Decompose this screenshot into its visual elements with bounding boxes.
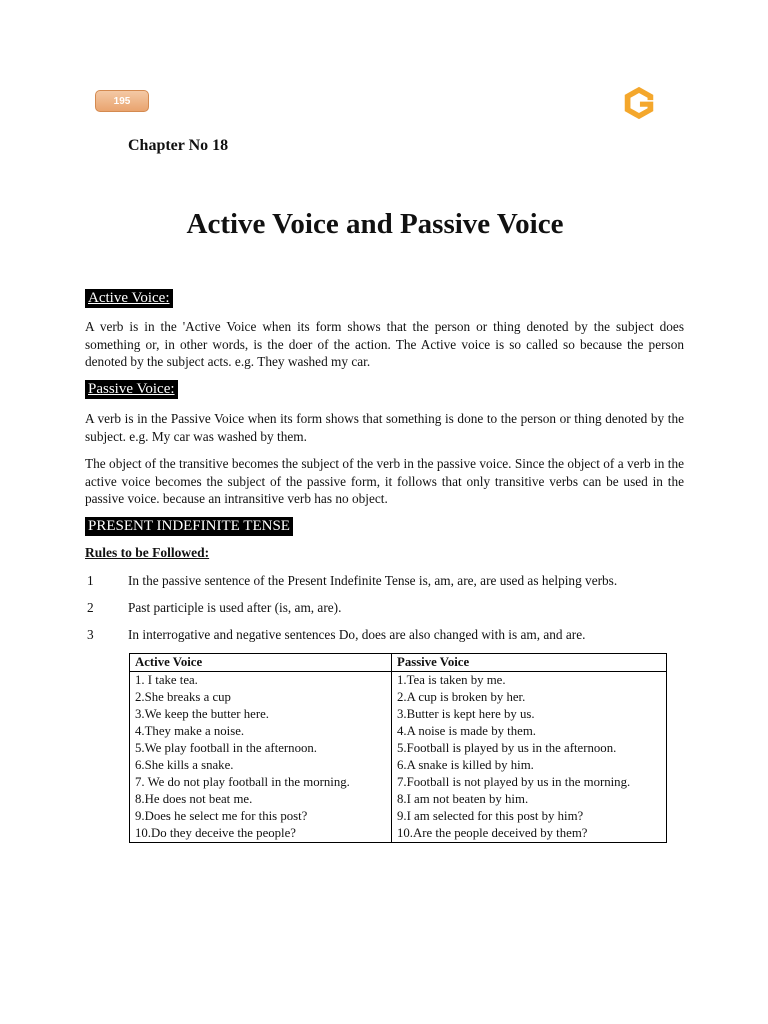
active-cell: 1. I take tea. xyxy=(130,672,392,690)
present-indefinite-heading: PRESENT INDEFINITE TENSE xyxy=(85,517,293,536)
transitive-paragraph: The object of the transitive becomes the subject of the verb in the passive voice. Since the object of a verb in the active voice becomes the subject of the passive form, it follows that only transitive verbs can be used in the passive voice. because an intransitive verb has no object. xyxy=(85,456,684,506)
passive-cell: 6.A snake is killed by him. xyxy=(392,757,667,774)
active-cell: 3.We keep the butter here. xyxy=(130,706,392,723)
passive-cell: 2.A cup is broken by her. xyxy=(392,689,667,706)
table-header-row xyxy=(130,654,667,672)
column-header-active: Active Voice xyxy=(130,654,392,672)
passive-cell: 9.I am selected for this post by him? xyxy=(392,808,667,825)
column-header-passive: Passive Voice xyxy=(392,654,667,672)
rule-text: In interrogative and negative sentences Do, does are also changed with is am, and are. xyxy=(128,627,586,642)
table-row xyxy=(130,672,667,690)
table-row xyxy=(130,808,667,825)
table-row xyxy=(130,757,667,774)
passive-cell: 4.A noise is made by them. xyxy=(392,723,667,740)
chapter-label: Chapter No 18 xyxy=(128,137,229,154)
rule-number: 2 xyxy=(87,600,94,615)
passive-cell: 10.Are the people deceived by them? xyxy=(392,825,667,843)
active-cell: 4.They make a noise. xyxy=(130,723,392,740)
passive-cell: 8.I am not beaten by him. xyxy=(392,791,667,808)
active-cell: 2.She breaks a cup xyxy=(130,689,392,706)
rule-text: Past participle is used after (is, am, are). xyxy=(128,600,342,615)
g-logo-icon xyxy=(620,84,658,122)
passive-voice-paragraph: A verb is in the Passive Voice when its form shows that something is done to the person or thing denoted by the subject. e.g. My car was washed by them. xyxy=(85,411,684,444)
passive-cell: 3.Butter is kept here by us. xyxy=(392,706,667,723)
page-number-badge xyxy=(95,90,149,112)
page-number: 195 xyxy=(113,95,131,107)
table-row xyxy=(130,706,667,723)
table-row xyxy=(130,723,667,740)
active-cell: 9.Does he select me for this post? xyxy=(130,808,392,825)
rule-number: 1 xyxy=(87,573,94,588)
active-cell: 10.Do they deceive the people? xyxy=(130,825,392,843)
voice-examples-table xyxy=(129,653,667,843)
passive-cell: 7.Football is not played by us in the morning. xyxy=(392,774,667,791)
rule-text: In the passive sentence of the Present Indefinite Tense is, am, are, are used as helping verbs. xyxy=(128,573,618,588)
active-voice-paragraph: A verb is in the 'Active Voice when its form shows that the person or thing denoted by the subject does something or, in other words, is the doer of the action. The Active voice is so called so because the person denoted by the subject acts. e.g. They washed my car. xyxy=(85,319,684,369)
passive-voice-heading: Passive Voice: xyxy=(85,380,178,399)
rule-number: 3 xyxy=(87,627,94,642)
page-title: Active Voice and Passive Voice xyxy=(186,208,564,240)
table-row xyxy=(130,825,667,843)
active-cell: 6.She kills a snake. xyxy=(130,757,392,774)
table-row xyxy=(130,689,667,706)
active-cell: 8.He does not beat me. xyxy=(130,791,392,808)
passive-cell: 1.Tea is taken by me. xyxy=(392,672,667,690)
active-cell: 5.We play football in the afternoon. xyxy=(130,740,392,757)
active-cell: 7. We do not play football in the morning. xyxy=(130,774,392,791)
passive-cell: 5.Football is played by us in the afternoon. xyxy=(392,740,667,757)
table-row xyxy=(130,740,667,757)
table-row xyxy=(130,791,667,808)
table-row xyxy=(130,774,667,791)
active-voice-heading: Active Voice: xyxy=(85,289,173,308)
rules-title: Rules to be Followed: xyxy=(85,545,210,560)
